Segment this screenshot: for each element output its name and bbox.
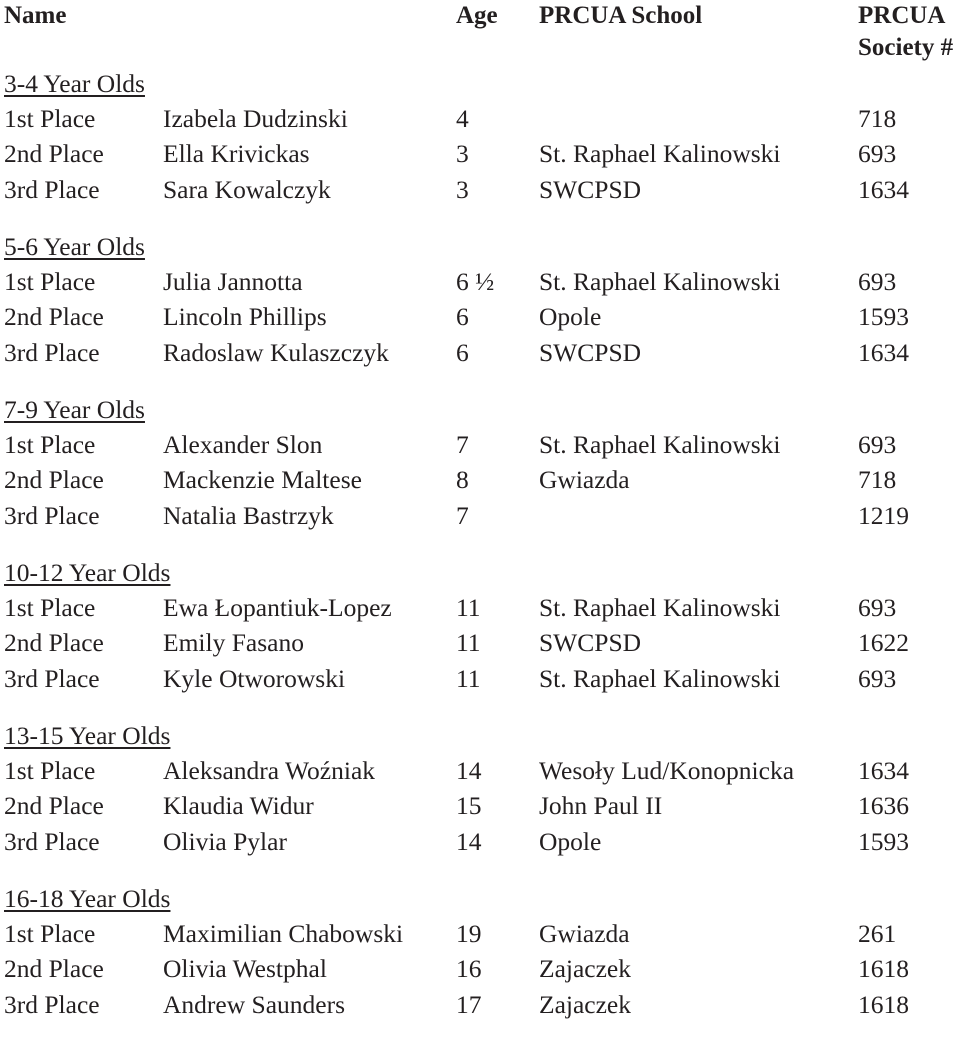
school-cell: Wesoły Lud/Konopnicka [539, 756, 795, 785]
name-cell: Emily Fasano [163, 628, 304, 658]
table-row [0, 172, 976, 207]
age-cell: 4 [456, 104, 469, 133]
name-cell: Aleksandra Woźniak [163, 756, 376, 785]
place-cell: 2nd Place [4, 139, 104, 169]
place-cell: 1st Place [4, 430, 96, 459]
age-cell: 3 [456, 174, 469, 204]
table-row [0, 916, 976, 951]
age-group [0, 229, 976, 392]
school-cell: Opole [539, 826, 602, 856]
name-cell: Ella Krivickas [163, 139, 310, 169]
age-group-rows [0, 101, 976, 207]
age-cell: 19 [456, 919, 482, 948]
table-row [0, 625, 976, 660]
name-cell: Julia Jannotta [163, 267, 303, 296]
age-group-title: 3-4 Year Olds [4, 69, 145, 98]
age-group-rows [0, 427, 976, 533]
table-row [0, 590, 976, 625]
age-cell: 16 [456, 954, 482, 984]
name-cell: Lincoln Phillips [163, 302, 327, 332]
age-group-title: 7-9 Year Olds [4, 395, 145, 424]
place-cell: 1st Place [4, 756, 96, 785]
name-cell: Andrew Saunders [163, 989, 345, 1019]
age-cell: 11 [456, 593, 481, 622]
place-cell: 1st Place [4, 919, 96, 948]
society-cell: 1634 [858, 337, 909, 367]
place-cell: 1st Place [4, 267, 96, 296]
age-cell: 11 [456, 663, 481, 693]
name-cell: Ewa Łopantiuk-Lopez [163, 593, 392, 622]
society-cell: 1618 [858, 954, 909, 984]
header-society-line1: PRCUA [858, 2, 946, 29]
place-cell: 3rd Place [4, 174, 100, 204]
society-cell: 718 [858, 104, 897, 133]
table-row [0, 498, 976, 533]
place-cell: 3rd Place [4, 663, 100, 693]
society-cell: 1634 [858, 174, 909, 204]
age-cell: 15 [456, 791, 482, 821]
place-cell: 2nd Place [4, 791, 104, 821]
age-group-title: 5-6 Year Olds [4, 232, 145, 261]
school-cell: SWCPSD [539, 337, 642, 367]
school-cell: Zajaczek [539, 954, 632, 984]
age-cell: 3 [456, 139, 469, 169]
name-cell: Izabela Dudzinski [163, 104, 348, 133]
place-cell: 1st Place [4, 593, 96, 622]
place-cell: 2nd Place [4, 628, 104, 658]
name-cell: Sara Kowalczyk [163, 174, 331, 204]
table-row [0, 753, 976, 788]
name-cell: Mackenzie Maltese [163, 465, 362, 495]
age-group-title: 10-12 Year Olds [4, 558, 171, 587]
age-cell: 11 [456, 628, 481, 658]
school-cell: Gwiazda [539, 919, 630, 948]
society-cell: 1219 [858, 500, 909, 530]
school-cell: St. Raphael Kalinowski [539, 139, 781, 169]
age-cell: 7 [456, 500, 469, 530]
place-cell: 3rd Place [4, 826, 100, 856]
place-cell: 3rd Place [4, 337, 100, 367]
name-cell: Olivia Pylar [163, 826, 287, 856]
place-cell: 2nd Place [4, 465, 104, 495]
name-cell: Natalia Bastrzyk [163, 500, 334, 530]
school-cell: Zajaczek [539, 989, 632, 1019]
society-cell: 693 [858, 139, 897, 169]
society-cell: 1593 [858, 826, 909, 856]
age-group-rows [0, 916, 976, 1022]
society-cell: 1622 [858, 628, 909, 658]
school-cell: St. Raphael Kalinowski [539, 430, 781, 459]
society-cell: 1634 [858, 756, 909, 785]
age-groups [0, 66, 976, 1044]
name-cell: Klaudia Widur [163, 791, 314, 821]
age-group-title: 13-15 Year Olds [4, 721, 171, 750]
age-group [0, 555, 976, 718]
table-row [0, 299, 976, 334]
table-row [0, 951, 976, 986]
age-cell: 17 [456, 989, 482, 1019]
society-cell: 693 [858, 430, 897, 459]
table-row [0, 335, 976, 370]
age-group-rows [0, 753, 976, 859]
age-cell: 14 [456, 826, 482, 856]
header-age: Age [456, 2, 498, 29]
age-group-rows [0, 264, 976, 370]
age-group-rows [0, 590, 976, 696]
place-cell: 3rd Place [4, 500, 100, 530]
header-name: Name [4, 2, 67, 29]
table-row [0, 462, 976, 497]
header-society [858, 0, 953, 64]
age-cell: 8 [456, 465, 469, 495]
age-cell: 6 [456, 337, 469, 367]
table-row [0, 427, 976, 462]
school-cell: St. Raphael Kalinowski [539, 593, 781, 622]
society-cell: 693 [858, 663, 897, 693]
school-cell: Opole [539, 302, 602, 332]
society-cell: 1593 [858, 302, 909, 332]
name-cell: Maximilian Chabowski [163, 919, 404, 948]
age-group [0, 881, 976, 1044]
place-cell: 1st Place [4, 104, 96, 133]
school-cell: SWCPSD [539, 628, 642, 658]
school-cell: SWCPSD [539, 174, 642, 204]
age-cell: 7 [456, 430, 469, 459]
name-cell: Alexander Slon [163, 430, 323, 459]
society-cell: 693 [858, 593, 897, 622]
age-cell: 6 [456, 302, 469, 332]
school-cell: John Paul II [539, 791, 663, 821]
age-group-title: 16-18 Year Olds [4, 884, 171, 913]
age-group [0, 718, 976, 881]
place-cell: 3rd Place [4, 989, 100, 1019]
name-cell: Olivia Westphal [163, 954, 327, 984]
age-group [0, 66, 976, 229]
age-cell: 14 [456, 756, 482, 785]
school-cell: St. Raphael Kalinowski [539, 663, 781, 693]
age-group [0, 392, 976, 555]
table-row [0, 264, 976, 299]
table-row [0, 101, 976, 136]
name-cell: Radoslaw Kulaszczyk [163, 337, 389, 367]
society-cell: 718 [858, 465, 897, 495]
society-cell: 693 [858, 267, 897, 296]
table-row [0, 824, 976, 859]
header-society-line2: Society # [858, 34, 954, 61]
name-cell: Kyle Otworowski [163, 663, 346, 693]
society-cell: 1618 [858, 989, 909, 1019]
society-cell: 1636 [858, 791, 909, 821]
school-cell: Gwiazda [539, 465, 630, 495]
header-school: PRCUA School [539, 2, 703, 29]
table-row [0, 987, 976, 1022]
school-cell: St. Raphael Kalinowski [539, 267, 781, 296]
place-cell: 2nd Place [4, 302, 104, 332]
table-row [0, 788, 976, 823]
table-row [0, 661, 976, 696]
society-cell: 261 [858, 919, 897, 948]
age-cell: 6 ½ [456, 267, 495, 296]
place-cell: 2nd Place [4, 954, 104, 984]
table-row [0, 136, 976, 171]
